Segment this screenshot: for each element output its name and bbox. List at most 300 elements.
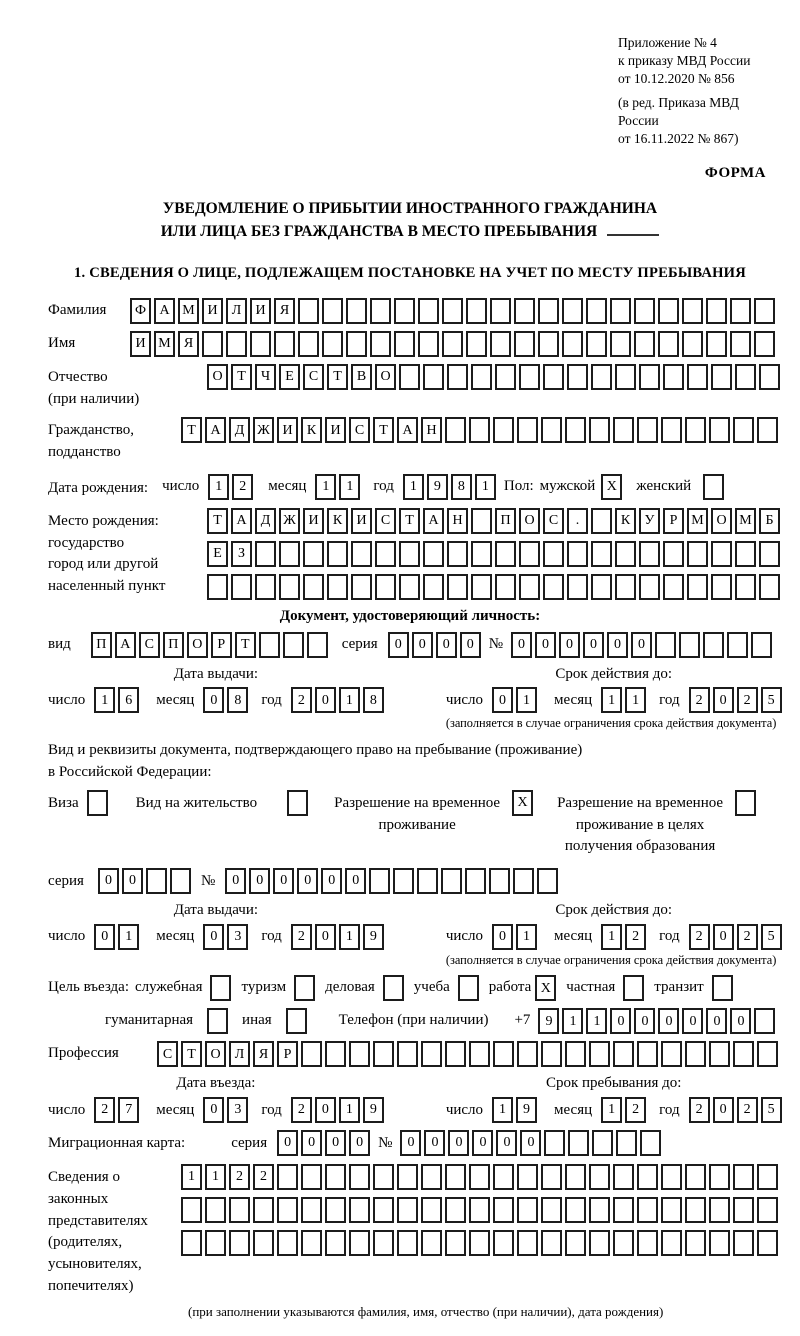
form-cell — [325, 1164, 346, 1190]
form-cell: Б — [759, 508, 780, 534]
form-cell — [567, 541, 588, 567]
form-cell — [303, 541, 324, 567]
form-cell — [709, 1230, 730, 1256]
form-cell — [592, 1130, 613, 1156]
form-cell: Я — [274, 298, 295, 324]
stay-until-heading: Срок пребывания до: — [545, 1075, 682, 1092]
form-cell — [277, 1230, 298, 1256]
form-cell — [423, 364, 444, 390]
form-cell: 7 — [118, 1097, 139, 1123]
doc-number-label: № — [488, 636, 503, 653]
entry-date-col — [48, 1074, 384, 1123]
form-cell: X — [601, 474, 622, 500]
form-cell — [181, 1197, 202, 1223]
citizenship-boxes — [181, 417, 778, 443]
form-cell — [562, 331, 583, 357]
form-cell: 2 — [291, 687, 312, 713]
form-cell: К — [615, 508, 636, 534]
migration-card-row — [48, 1130, 772, 1156]
form-cell: 0 — [315, 924, 336, 950]
form-cell: И — [325, 417, 346, 443]
temp-residence-edu-label: Разрешение на временное проживание в целях получения образования — [557, 794, 724, 855]
form-cell: Я — [178, 331, 199, 357]
form-cell — [421, 1230, 442, 1256]
mc-number-boxes — [400, 1130, 661, 1156]
form-cell: 0 — [325, 1130, 346, 1156]
form-cell — [322, 298, 343, 324]
form-cell — [373, 1230, 394, 1256]
migration-card-label: Миграционная карта: — [48, 1134, 186, 1151]
form-cell — [517, 1041, 538, 1067]
form-cell — [469, 1041, 490, 1067]
form-cell: 8 — [227, 687, 248, 713]
form-cell: 1 — [403, 474, 424, 500]
visa-label: Виза — [48, 794, 79, 811]
form-cell — [399, 541, 420, 567]
rvp-issue-group: число 0 1 месяц 0 3 год 2 0 1 9 — [48, 924, 384, 950]
form-cell: 2 — [737, 687, 758, 713]
form-cell — [703, 474, 724, 500]
temp-residence-checkbox — [512, 790, 533, 816]
given-name-row — [48, 331, 772, 357]
surname-boxes — [130, 298, 775, 324]
form-cell — [394, 331, 415, 357]
residence-permit-checkbox — [287, 790, 308, 816]
form-cell — [370, 331, 391, 357]
form-cell — [613, 1230, 634, 1256]
form-cell — [567, 364, 588, 390]
validity-note: (заполняется в случае ограничения срока действия документа) — [445, 716, 777, 731]
form-cell: А — [397, 417, 418, 443]
form-cell — [146, 868, 167, 894]
form-cell: 1 — [601, 924, 622, 950]
form-cell — [685, 1041, 706, 1067]
birth-date-group: число 1 2 месяц 1 1 год 1 9 8 1 — [162, 474, 496, 500]
temp-residence-edu-option — [557, 790, 756, 858]
form-cell: 3 — [227, 1097, 248, 1123]
form-cell — [727, 632, 748, 658]
form-cell — [567, 574, 588, 600]
form-cell — [87, 790, 108, 816]
form-cell — [301, 1041, 322, 1067]
form-cell — [658, 298, 679, 324]
form-cell — [277, 1197, 298, 1223]
sex-male-checkbox — [601, 474, 622, 500]
identity-issue-year — [291, 687, 384, 713]
form-cell: Е — [279, 364, 300, 390]
birth-place-row-3 — [207, 574, 780, 600]
form-cell — [327, 541, 348, 567]
form-cell — [349, 1197, 370, 1223]
form-cell — [661, 1197, 682, 1223]
profession-label: Профессия — [48, 1045, 119, 1062]
form-cell: О — [375, 364, 396, 390]
residence-doc-dates — [48, 901, 777, 968]
purpose-study-checkbox — [458, 975, 479, 1001]
valid-until-heading: Срок действия до: — [555, 665, 673, 682]
purpose-commercial-checkbox — [383, 975, 404, 1001]
form-cell — [706, 298, 727, 324]
form-cell — [397, 1164, 418, 1190]
surname-row — [48, 298, 772, 324]
form-cell: О — [519, 508, 540, 534]
sex-female-checkbox — [703, 474, 724, 500]
birth-place-row-2 — [207, 541, 780, 567]
purpose-business: служебная — [135, 975, 232, 1001]
form-cell — [541, 1041, 562, 1067]
entry-stay-dates — [48, 1074, 775, 1123]
entry-month — [203, 1097, 248, 1123]
form-cell — [471, 541, 492, 567]
residence-doc-intro: Вид и реквизиты документа, подтверждающего право на пребывание (проживание) в Российской Федерации: — [48, 741, 583, 781]
form-cell — [658, 331, 679, 357]
form-cell — [711, 574, 732, 600]
legal-reps-row-2 — [181, 1197, 778, 1223]
form-cell — [253, 1197, 274, 1223]
rvp-issue-day — [94, 924, 139, 950]
form-cell — [634, 298, 655, 324]
form-cell: 0 — [713, 924, 734, 950]
form-cell: 9 — [363, 924, 384, 950]
form-cell: 0 — [496, 1130, 517, 1156]
form-cell — [493, 417, 514, 443]
identity-expiry-col — [446, 665, 782, 732]
birth-day-boxes — [208, 474, 253, 500]
form-cell: 1 — [339, 924, 360, 950]
form-cell: А — [231, 508, 252, 534]
form-cell — [754, 298, 775, 324]
form-cell: К — [327, 508, 348, 534]
form-cell: Д — [229, 417, 250, 443]
form-cell: 0 — [94, 924, 115, 950]
entry-purpose-row-1 — [48, 975, 772, 1001]
birth-month-boxes — [315, 474, 360, 500]
residence-permit-option — [136, 790, 308, 816]
form-cell: 0 — [583, 632, 604, 658]
form-cell — [565, 417, 586, 443]
form-cell: 6 — [118, 687, 139, 713]
form-cell — [733, 1041, 754, 1067]
form-cell — [538, 331, 559, 357]
form-cell — [759, 364, 780, 390]
mc-series-label: серия — [231, 1134, 268, 1151]
form-cell — [250, 331, 271, 357]
birth-year-boxes — [403, 474, 496, 500]
rvp-expiry-day — [492, 924, 537, 950]
form-cell — [637, 1197, 658, 1223]
identity-issue-col — [48, 665, 384, 732]
validity-note: (заполняется в случае ограничения срока действия документа) — [445, 952, 777, 967]
form-cell — [687, 364, 708, 390]
form-cell: 3 — [227, 924, 248, 950]
form-cell — [682, 331, 703, 357]
form-cell: 0 — [203, 924, 224, 950]
purpose-transit-checkbox — [712, 975, 733, 1001]
appendix-line: Приложение № 4 — [618, 35, 717, 50]
form-cell: 0 — [520, 1130, 541, 1156]
form-cell — [202, 331, 223, 357]
surname-label: Фамилия — [48, 301, 107, 318]
entry-day — [94, 1097, 139, 1123]
form-cell — [663, 364, 684, 390]
form-cell — [466, 331, 487, 357]
rvp-issue-month — [203, 924, 248, 950]
form-cell: Т — [181, 417, 202, 443]
form-cell — [423, 574, 444, 600]
temp-residence-edu-checkbox — [735, 790, 756, 816]
form-cell: 1 — [339, 474, 360, 500]
form-cell — [661, 1041, 682, 1067]
purpose-other: иная — [242, 1008, 307, 1034]
form-cell: 0 — [713, 687, 734, 713]
form-cell — [493, 1230, 514, 1256]
form-cell — [565, 1230, 586, 1256]
form-cell — [471, 574, 492, 600]
form-cell: 0 — [388, 632, 409, 658]
entry-date-group: число 2 7 месяц 0 3 год 2 0 1 9 — [48, 1097, 384, 1123]
doc-series-label: серия — [341, 636, 378, 653]
form-cell — [471, 508, 492, 534]
title-blank-underline — [607, 222, 659, 236]
form-cell: 0 — [315, 687, 336, 713]
form-cell — [589, 1164, 610, 1190]
form-cell — [373, 1197, 394, 1223]
form-cell — [586, 331, 607, 357]
form-cell: Т — [181, 1041, 202, 1067]
form-cell: Т — [231, 364, 252, 390]
form-cell — [591, 541, 612, 567]
form-cell: П — [91, 632, 112, 658]
form-cell — [495, 541, 516, 567]
form-cell: Е — [207, 541, 228, 567]
form-cell — [231, 574, 252, 600]
purpose-business-checkbox — [210, 975, 231, 1001]
form-cell: Л — [229, 1041, 250, 1067]
form-cell: 0 — [277, 1130, 298, 1156]
form-cell — [445, 1197, 466, 1223]
form-cell — [351, 541, 372, 567]
form-cell — [541, 1230, 562, 1256]
form-cell — [759, 574, 780, 600]
form-cell: Т — [399, 508, 420, 534]
form-cell: 2 — [229, 1164, 250, 1190]
form-cell — [421, 1164, 442, 1190]
form-cell: 1 — [315, 474, 336, 500]
form-cell: 0 — [682, 1008, 703, 1034]
form-cell — [370, 298, 391, 324]
form-cell — [517, 1197, 538, 1223]
form-cell: 1 — [339, 1097, 360, 1123]
form-cell — [489, 868, 510, 894]
form-cell — [757, 1164, 778, 1190]
stay-until-col — [446, 1074, 782, 1123]
form-cell — [634, 331, 655, 357]
rvp-expiry-month — [601, 924, 646, 950]
form-cell — [687, 574, 708, 600]
form-cell: 0 — [122, 868, 143, 894]
form-cell — [709, 1164, 730, 1190]
form-cell — [568, 1130, 589, 1156]
form-cell — [375, 541, 396, 567]
rvp-expiry-group: число 0 1 месяц 1 2 год 2 0 2 5 — [446, 924, 782, 950]
form-cell: М — [154, 331, 175, 357]
form-cell — [205, 1197, 226, 1223]
form-cell — [541, 1197, 562, 1223]
sex-male-label: мужской — [539, 478, 596, 495]
rvp-series-boxes — [98, 868, 191, 894]
form-cell: 2 — [737, 924, 758, 950]
valid-until-heading: Срок действия до: — [555, 902, 673, 919]
issue-date-heading: Дата выдачи: — [173, 665, 259, 682]
form-cell — [495, 364, 516, 390]
form-cell — [517, 1230, 538, 1256]
form-cell — [565, 1197, 586, 1223]
visa-option — [48, 790, 108, 816]
form-cell: 2 — [625, 924, 646, 950]
form-cell — [682, 298, 703, 324]
identity-issue-month — [203, 687, 248, 713]
form-cell: 8 — [451, 474, 472, 500]
form-cell: 0 — [448, 1130, 469, 1156]
form-word-label: ФОРМА — [704, 165, 766, 182]
form-cell — [442, 298, 463, 324]
form-cell: И — [130, 331, 151, 357]
form-cell — [418, 331, 439, 357]
purpose-tourism-checkbox — [294, 975, 315, 1001]
form-cell — [637, 1041, 658, 1067]
form-cell — [349, 1164, 370, 1190]
form-cell — [730, 298, 751, 324]
form-cell — [255, 541, 276, 567]
form-cell: С — [303, 364, 324, 390]
form-cell: Ж — [253, 417, 274, 443]
form-cell: 0 — [730, 1008, 751, 1034]
purpose-tourism: туризм — [241, 975, 315, 1001]
form-cell — [346, 331, 367, 357]
form-cell: 1 — [516, 687, 537, 713]
form-cell — [703, 632, 724, 658]
form-cell: 0 — [98, 868, 119, 894]
rvp-series-label: серия — [48, 872, 84, 889]
purpose-commercial: деловая — [325, 975, 404, 1001]
form-cell — [757, 1230, 778, 1256]
title-line-1: УВЕДОМЛЕНИЕ О ПРИБЫТИИ ИНОСТРАННОГО ГРАЖДАНИНА — [162, 200, 658, 218]
form-cell: . — [567, 508, 588, 534]
form-cell — [586, 298, 607, 324]
form-cell: 1 — [516, 924, 537, 950]
form-cell: 1 — [586, 1008, 607, 1034]
form-cell — [541, 1164, 562, 1190]
purpose-humanitarian-checkbox — [207, 1008, 228, 1034]
rvp-expiry-year — [689, 924, 782, 950]
form-cell: П — [163, 632, 184, 658]
form-cell — [207, 1008, 228, 1034]
form-cell: 1 — [118, 924, 139, 950]
rvp-number-boxes — [225, 868, 558, 894]
form-cell — [397, 1197, 418, 1223]
citizenship-row — [48, 417, 772, 464]
form-cell — [447, 574, 468, 600]
form-cell — [469, 1230, 490, 1256]
form-cell — [610, 298, 631, 324]
section-1-heading: 1. СВЕДЕНИЯ О ЛИЦЕ, ПОДЛЕЖАЩЕМ ПОСТАНОВКЕ НА УЧЕТ ПО МЕСТУ ПРЕБЫВАНИЯ — [74, 264, 746, 281]
form-cell: 0 — [301, 1130, 322, 1156]
form-cell — [735, 364, 756, 390]
purpose-study: учеба — [414, 975, 479, 1001]
form-cell — [709, 1041, 730, 1067]
sex-label: Пол: — [503, 478, 534, 495]
form-cell: 0 — [535, 632, 556, 658]
stay-month — [601, 1097, 646, 1123]
form-cell — [393, 868, 414, 894]
form-cell: М — [687, 508, 708, 534]
form-cell — [181, 1230, 202, 1256]
doc-type-boxes — [91, 632, 328, 658]
form-cell: 1 — [208, 474, 229, 500]
form-cell: Т — [373, 417, 394, 443]
form-cell — [663, 541, 684, 567]
form-cell: 0 — [460, 632, 481, 658]
form-cell: М — [178, 298, 199, 324]
form-cell — [207, 574, 228, 600]
form-cell: Р — [277, 1041, 298, 1067]
title-line-2: ИЛИ ЛИЦА БЕЗ ГРАЖДАНСТВА В МЕСТО ПРЕБЫВАНИЯ — [48, 220, 772, 243]
form-cell — [757, 1041, 778, 1067]
purpose-private-checkbox — [623, 975, 644, 1001]
form-cell: 0 — [492, 924, 513, 950]
form-cell — [637, 417, 658, 443]
form-cell: О — [711, 508, 732, 534]
form-cell — [279, 541, 300, 567]
form-cell — [445, 417, 466, 443]
form-cell — [543, 541, 564, 567]
form-cell: З — [231, 541, 252, 567]
profession-boxes — [157, 1041, 778, 1067]
form-cell — [639, 574, 660, 600]
form-cell — [519, 541, 540, 567]
form-cell: Т — [207, 508, 228, 534]
form-cell — [495, 574, 516, 600]
form-cell — [325, 1041, 346, 1067]
identity-expiry-group: число 0 1 месяц 1 1 год 2 0 2 5 — [446, 687, 782, 713]
form-cell — [685, 1164, 706, 1190]
stay-year — [689, 1097, 782, 1123]
form-cell: Р — [211, 632, 232, 658]
form-cell: У — [639, 508, 660, 534]
form-cell — [640, 1130, 661, 1156]
legal-reps-footnote: (при заполнении указываются фамилия, имя, отчество (при наличии), дата рождения) — [188, 1303, 664, 1319]
identity-issue-day — [94, 687, 139, 713]
form-cell — [490, 298, 511, 324]
legal-reps-label: Сведения о законных представителях (родителях, усыновителях, попечителях) — [48, 1169, 148, 1294]
form-cell — [274, 331, 295, 357]
form-cell — [303, 574, 324, 600]
appendix-reference — [618, 34, 772, 148]
entry-purpose-row-2 — [48, 1008, 772, 1034]
form-cell — [469, 1197, 490, 1223]
form-cell — [757, 417, 778, 443]
form-cell: 0 — [472, 1130, 493, 1156]
form-cell — [615, 574, 636, 600]
form-cell: 8 — [363, 687, 384, 713]
form-cell — [712, 975, 733, 1001]
form-cell — [709, 417, 730, 443]
form-cell: А — [154, 298, 175, 324]
form-cell — [615, 364, 636, 390]
form-cell — [277, 1164, 298, 1190]
form-cell — [307, 632, 328, 658]
form-cell: 0 — [634, 1008, 655, 1034]
